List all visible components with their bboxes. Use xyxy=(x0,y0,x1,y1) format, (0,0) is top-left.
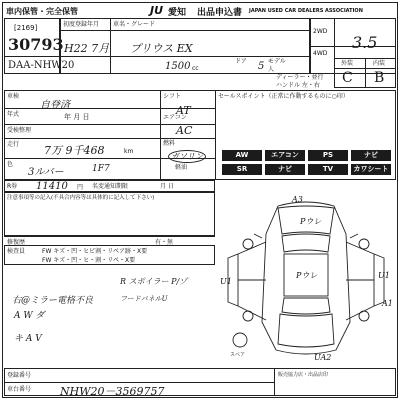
reg-number-label: 登録番号 xyxy=(7,372,32,379)
handle-label: ハンドル 左・右 xyxy=(276,82,320,89)
dealer-label: ディーラー・並行 xyxy=(276,74,324,81)
damage-mark-hood: Pウレ xyxy=(300,217,322,226)
inspector-label: 検査員 xyxy=(7,248,26,255)
inspection-value: 自登済 xyxy=(40,100,70,111)
recycle-value: 11410 xyxy=(36,181,68,192)
option-7: TV xyxy=(308,164,348,175)
name-change-value: 月 日 xyxy=(160,183,174,190)
damage-mark-left: U1 xyxy=(220,277,232,286)
model-year-label: 年式 xyxy=(7,111,20,118)
seats-label: 人 xyxy=(268,66,275,73)
car-damage-diagram xyxy=(218,194,396,364)
handling-label: 受検整理 xyxy=(7,127,32,134)
option-3: PS xyxy=(308,150,348,161)
inspection-label: 車検 xyxy=(7,93,20,100)
interior-label: 内装 xyxy=(373,60,386,67)
fuel-label: 燃料 xyxy=(163,140,176,147)
recycle-label: R券 xyxy=(7,183,18,190)
exterior-label: 外装 xyxy=(341,60,354,67)
association-name: JAPAN USED CAR DEALERS ASSOCIATION xyxy=(249,8,363,14)
damage-mark-bottom: UA2 xyxy=(314,353,332,362)
two-wd-label: 2WD xyxy=(313,28,328,35)
mileage-unit: km xyxy=(124,148,134,155)
option-5: SR xyxy=(222,164,262,175)
storage-label: 車内保管・完全保管 xyxy=(6,7,78,16)
lot-number: 30793 xyxy=(8,35,64,54)
chassis-label: 車台番号 xyxy=(7,386,32,393)
ac-value: AC xyxy=(176,124,193,137)
displacement-unit: cc xyxy=(192,65,199,72)
interior-score: B xyxy=(374,70,385,86)
car-name-label: 車名・グレード xyxy=(113,21,156,28)
note-line-1: R スポイラー P/ゾ xyxy=(120,277,188,286)
repair-history-label: 修復歴 xyxy=(7,239,26,246)
option-8: カワシート xyxy=(351,164,391,175)
color-code-value: 1F7 xyxy=(92,164,110,174)
recycle-unit: 円 xyxy=(77,184,84,191)
note-line-2: 右@ミラー電格不良 xyxy=(12,296,94,306)
fw-row: FW キズ・凹・ヒビ割・リペア跡・X要 xyxy=(42,248,148,255)
model-label: モデル xyxy=(268,58,286,65)
door-value: 5 xyxy=(258,61,265,72)
damage-mark-roof: Pウレ xyxy=(296,271,318,280)
lot-sub-number: [2169] xyxy=(14,24,38,32)
car-name-value: プリウス EX xyxy=(130,42,193,55)
note-line-5: キ A V xyxy=(14,334,42,344)
fuel-value: ガソリン xyxy=(168,150,206,163)
mileage-label: 走行 xyxy=(7,141,20,148)
model-code-value: DAA-NHW20 xyxy=(8,60,75,71)
damage-mark-top: A3 xyxy=(292,195,303,204)
color-value: 3ルバー xyxy=(28,167,64,178)
shift-label: シフト xyxy=(163,93,182,100)
note-line-3: フードパネルU xyxy=(120,295,168,303)
sheet-title: 出品申込書 xyxy=(197,8,243,18)
org-name: 愛知 xyxy=(168,8,187,18)
ju-logo: JU xyxy=(150,4,164,17)
option-2: エアコン xyxy=(265,150,305,161)
ac-label: エアコン xyxy=(163,114,187,121)
color-label: 色 xyxy=(7,161,14,168)
footer-note: 販売協力店・出品店印 xyxy=(278,372,329,378)
spare-label: スペア xyxy=(230,352,246,358)
repair-history-value: 有・無 xyxy=(155,239,174,246)
grade-value: 3.5 xyxy=(352,33,378,52)
door-label: ドア xyxy=(235,58,247,65)
note-line-4: A W ダ xyxy=(14,311,45,321)
displacement-value: 1500 xyxy=(165,61,191,72)
shift-value: AT xyxy=(176,104,191,117)
model-year-value: 年 月 日 xyxy=(64,113,90,121)
sales-point-label: セールスポイント（正常に作動するものに○印） xyxy=(218,93,349,100)
fuel-extra: 軽油 xyxy=(175,164,188,171)
name-change-label: 名変通知期限 xyxy=(92,183,129,190)
four-wd-label: 4WD xyxy=(313,50,328,57)
other-row: FW キズ・凹・ヒ・割・リペ・X要 xyxy=(42,257,136,264)
option-4: ナビ xyxy=(351,150,391,161)
damage-mark-right: U1 xyxy=(378,271,390,280)
option-6: ナビ xyxy=(265,164,305,175)
option-1: AW xyxy=(222,150,262,161)
notes-label: 注意事項等の記入(不具合内容等は具体的に記入して下さい) xyxy=(7,195,155,201)
exterior-score: C xyxy=(342,70,353,86)
damage-mark-rear: A1 xyxy=(382,299,393,308)
first-reg-value: H22 7月 xyxy=(64,42,110,55)
mileage-value: 7万 9千468 xyxy=(44,144,105,157)
chassis-value: NHW20－3569757 xyxy=(60,385,165,398)
first-reg-label: 初度登録年月 xyxy=(63,21,100,28)
